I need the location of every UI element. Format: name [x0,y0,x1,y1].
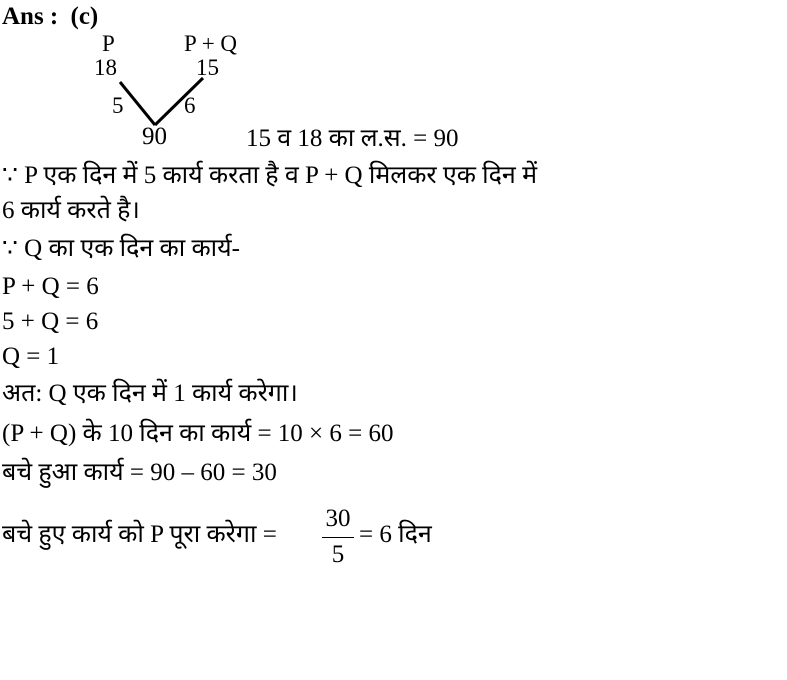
diagram-right-name: P + Q [184,31,238,56]
final-suffix: = 6 दिन [359,521,432,548]
diagram-right-line [155,78,203,125]
line-5: 5 + Q = 6 [2,308,99,335]
answer-label: Ans : [2,3,59,30]
line-8: (P + Q) के 10 दिन का कार्य = 10 × 6 = 60 [2,420,394,447]
line-9: बचे हुआ कार्य = 90 – 60 = 30 [2,459,277,486]
line-4: P + Q = 6 [2,273,99,300]
diagram-left-days: 18 [94,55,117,80]
diagram-total: 90 [142,123,167,150]
diagram-left-line [120,82,155,125]
line-7: अत: Q एक दिन में 1 कार्य करेगा। [2,380,298,407]
diagram-left-rate: 5 [112,93,124,118]
line-3: ∵ Q का एक दिन का कार्य- [2,235,240,262]
diagram-left-name: P [102,31,115,56]
fraction [322,506,354,567]
line-1: ∵ P एक दिन में 5 कार्य करता है व P + Q मिलकर एक दिन में [2,162,538,189]
line-6: Q = 1 [2,343,60,370]
fraction-bar [322,537,354,538]
lcm-line: 15 व 18 का ल.स. = 90 [246,125,459,152]
fraction-numerator: 30 [325,505,351,532]
final-prefix: बचे हुए कार्य को P पूरा करेगा = [2,521,277,548]
diagram-right-days: 15 [196,55,219,80]
diagram-right-rate: 6 [184,93,196,118]
fraction-denominator: 5 [331,541,345,568]
line-2: 6 कार्य करते है। [2,197,140,224]
answer-option: (c) [70,3,99,30]
